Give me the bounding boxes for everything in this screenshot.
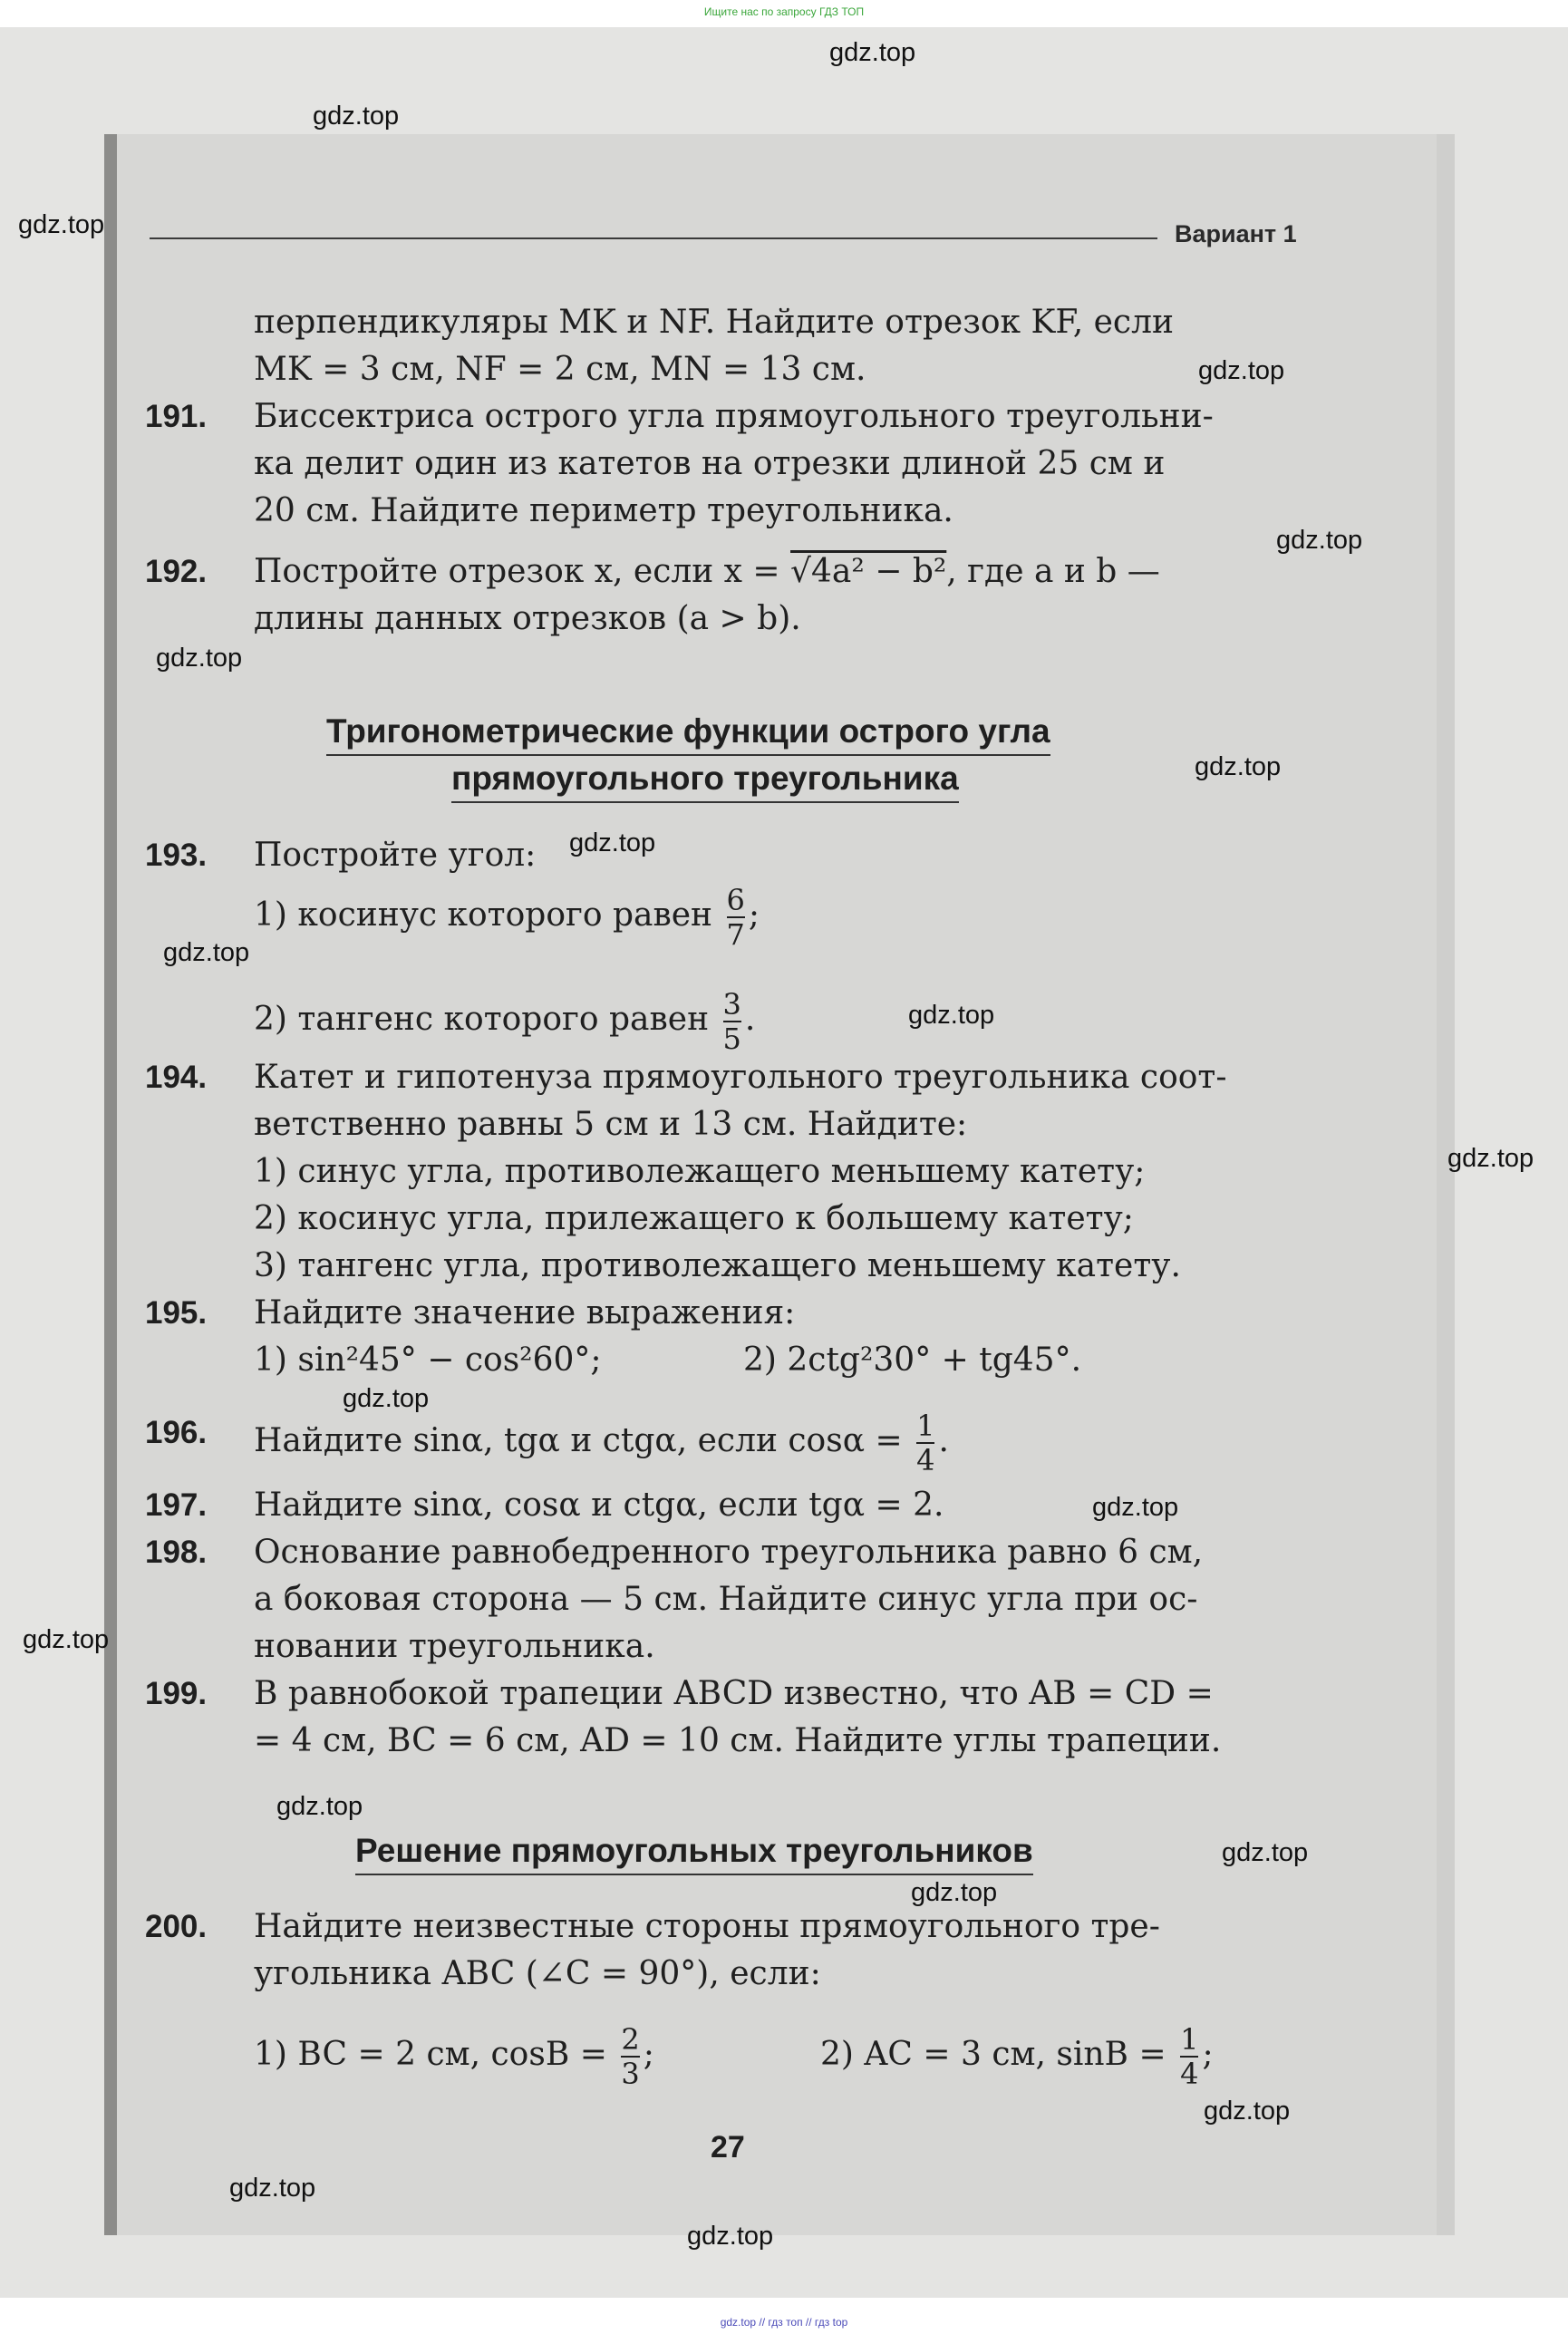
text-fragment: Найдите sinα, tgα и ctgα, если cosα = (254, 1422, 903, 1459)
text-line: 2) косинус угла, прилежащего к большему катету; (254, 1200, 1134, 1237)
problem-number: 192. (145, 554, 208, 589)
problem-number: 194. (145, 1060, 208, 1095)
page-binding-shadow (104, 134, 117, 2235)
header-variant: Вариант 1 (1175, 220, 1297, 247)
text-fragment: 2) тангенс которого равен (254, 1001, 710, 1038)
punctuation: ; (748, 896, 760, 934)
text-line: Найдите sinα, cosα и ctgα, если tgα = 2. (254, 1487, 944, 1524)
fraction (727, 884, 745, 951)
problem-number: 196. (145, 1415, 208, 1450)
fraction (1180, 2023, 1198, 2090)
text-line (254, 1409, 949, 1477)
punctuation: ; (1202, 2036, 1214, 2073)
problem-number: 197. (145, 1487, 208, 1523)
fraction-denominator: 4 (1180, 2057, 1199, 2091)
problem-number: 191. (145, 399, 208, 434)
watermark: gdz.top (23, 1625, 110, 1654)
text-line: Катет и гипотенуза прямоугольного треугольника соот- (254, 1059, 1227, 1096)
text-line: длины данных отрезков (a > b). (254, 600, 801, 637)
watermark: gdz.top (343, 1384, 430, 1413)
watermark: gdz.top (1092, 1493, 1179, 1522)
fraction (723, 988, 741, 1055)
square-root-expression: √4a² − b² (790, 553, 947, 590)
watermark: gdz.top (1198, 356, 1285, 385)
fraction-numerator: 1 (916, 1409, 935, 1443)
fraction-denominator: 4 (916, 1443, 935, 1477)
text-line: ветственно равны 5 см и 13 см. Найдите: (254, 1106, 968, 1143)
text-line: Найдите значение выражения: (254, 1294, 796, 1332)
watermark: gdz.top (18, 210, 105, 239)
text-line: 2) 2ctg²30° + tg45°. (743, 1341, 1082, 1379)
fraction-numerator: 6 (726, 883, 745, 917)
problem-number: 198. (145, 1535, 208, 1570)
watermark: gdz.top (829, 38, 916, 67)
problem-number: 199. (145, 1676, 208, 1711)
text-line: Постройте угол: (254, 837, 537, 874)
text-line: ка делит один из катетов на отрезки длиной 25 см и (254, 445, 1166, 482)
fraction-numerator: 3 (722, 987, 741, 1022)
text-fragment: 1) BC = 2 см, cosB = (254, 2036, 607, 2073)
text-line: 1) sin²45° − cos²60°; (254, 1341, 602, 1379)
watermark: gdz.top (569, 828, 656, 857)
fraction-numerator: 1 (1180, 2022, 1199, 2057)
text-fragment: , где a и b — (946, 553, 1160, 590)
text-line (254, 884, 760, 951)
watermark: gdz.top (1222, 1838, 1309, 1867)
fraction (621, 2023, 639, 2090)
page-right-edge (1437, 134, 1455, 2235)
header-rule (150, 237, 1157, 239)
watermark: gdz.top (163, 938, 250, 967)
text-line: 3) тангенс угла, противолежащего меньшему катету. (254, 1247, 1181, 1284)
text-line (254, 2023, 654, 2090)
text-line: В равнобокой трапеции ABCD известно, что AB = CD = (254, 1675, 1214, 1712)
section-title: Решение прямоугольных треугольников (355, 1828, 1033, 1875)
text-line: перпендикуляры MK и NF. Найдите отрезок KF, если (254, 304, 1174, 341)
text-line: MK = 3 см, NF = 2 см, MN = 13 см. (254, 351, 866, 388)
watermark: gdz.top (687, 2222, 774, 2251)
watermark: gdz.top (229, 2174, 316, 2203)
punctuation: ; (643, 2036, 654, 2073)
fraction-denominator: 7 (726, 917, 745, 952)
section-title: прямоугольного треугольника (451, 756, 959, 803)
text-line: угольника ABC (∠C = 90°), если: (254, 1955, 821, 1992)
fraction-denominator: 3 (621, 2057, 640, 2091)
text-line (820, 2023, 1214, 2090)
watermark: gdz.top (1447, 1144, 1534, 1173)
punctuation: . (938, 1422, 949, 1459)
problem-number: 195. (145, 1295, 208, 1331)
punctuation: . (744, 1001, 756, 1038)
watermark: gdz.top (276, 1792, 363, 1821)
watermark: gdz.top (313, 102, 400, 131)
fraction-denominator: 5 (722, 1022, 741, 1056)
watermark: gdz.top (1204, 2097, 1291, 2126)
watermark: gdz.top (908, 1001, 995, 1030)
fraction-numerator: 2 (621, 2022, 640, 2057)
problem-number: 193. (145, 838, 208, 873)
top-banner: Ищите нас по запросу ГДЗ ТОП (703, 5, 865, 18)
watermark: gdz.top (911, 1878, 998, 1907)
text-fragment: 1) косинус которого равен (254, 896, 713, 934)
watermark: gdz.top (1276, 526, 1363, 555)
text-line (254, 988, 755, 1055)
watermark: gdz.top (156, 644, 243, 673)
page-number: 27 (711, 2130, 745, 2165)
text-fragment: 2) AC = 3 см, sinB = (820, 2036, 1166, 2073)
text-line: Биссектриса острого угла прямоугольного треугольни- (254, 398, 1214, 435)
section-title: Тригонометрические функции острого угла (326, 709, 1050, 756)
text-line: = 4 см, BC = 6 см, AD = 10 см. Найдите углы трапеции. (254, 1722, 1222, 1759)
text-line (254, 548, 1160, 596)
text-line: Найдите неизвестные стороны прямоугольного тре- (254, 1908, 1160, 1945)
fraction (916, 1409, 934, 1477)
bottom-banner: gdz.top // гдз топ // гдз top (720, 2316, 848, 2329)
watermark: gdz.top (1195, 752, 1282, 781)
text-fragment: Постройте отрезок x, если x = (254, 553, 791, 590)
text-line: 20 см. Найдите периметр треугольника. (254, 492, 953, 529)
text-line: Основание равнобедренного треугольника равно 6 см, (254, 1534, 1204, 1571)
text-line: 1) синус угла, противолежащего меньшему катету; (254, 1153, 1146, 1190)
text-line: а боковая сторона — 5 см. Найдите синус угла при ос- (254, 1581, 1198, 1618)
problem-number: 200. (145, 1909, 208, 1944)
text-line: новании треугольника. (254, 1628, 655, 1665)
